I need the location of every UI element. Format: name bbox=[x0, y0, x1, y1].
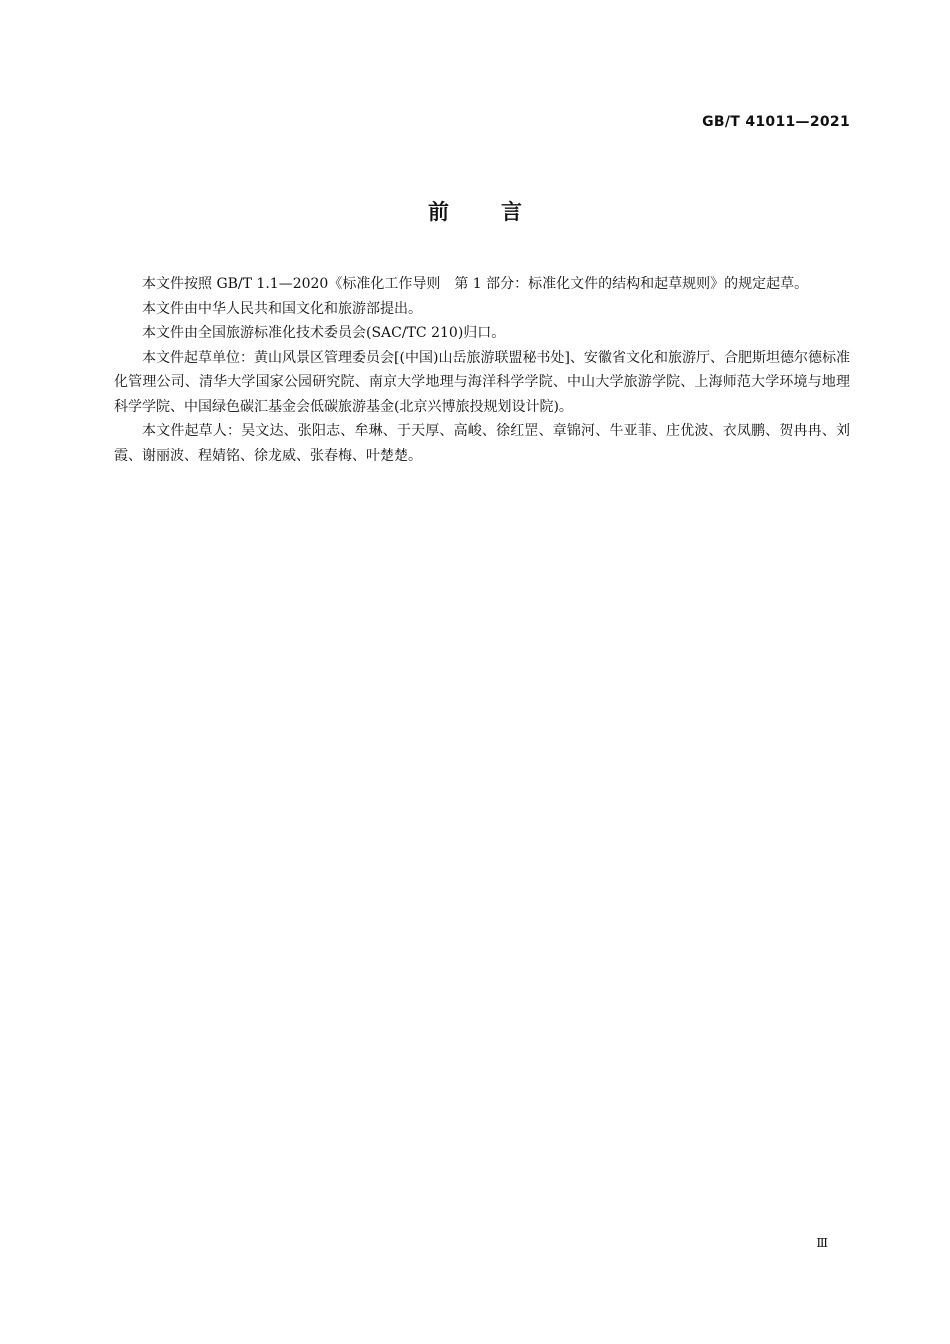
paragraph-drafting-units: 本文件起草单位：黄山风景区管理委员会[(中国)山岳旅游联盟秘书处]、安徽省文化和旅游厅、合肥斯坦德尔德标准化管理公司、清华大学国家公园研究院、南京大学地理与海洋科学学院、中山大学旅游学院、上海师范大学环境与地理科学学院、中国绿色碳汇基金会低碳旅游基金(北京兴博旅投规划设计院)。 bbox=[114, 349, 850, 415]
page-number: Ⅲ bbox=[816, 1236, 828, 1250]
foreword-body bbox=[114, 272, 850, 468]
page-title: 前言 bbox=[428, 200, 574, 224]
paragraph-drafting-rules: 本文件按照 GB/T 1.1—2020《标准化工作导则 第 1 部分：标准化文件的结构和起草规则》的规定起草。 bbox=[142, 276, 809, 292]
paragraph-drafters: 本文件起草人：吴文达、张阳志、牟琳、于天厚、高峻、徐红罡、章锦河、牛亚菲、庄优波、衣凤鹏、贺冉冉、刘霞、谢丽波、程婧铭、徐龙威、张春梅、叶楚楚。 bbox=[114, 423, 850, 464]
paragraph-technical-committee: 本文件由全国旅游标准化技术委员会(SAC/TC 210)归口。 bbox=[142, 325, 506, 341]
paragraph-proposer: 本文件由中华人民共和国文化和旅游部提出。 bbox=[142, 300, 422, 317]
document-code: GB/T 41011—2021 bbox=[702, 114, 850, 130]
